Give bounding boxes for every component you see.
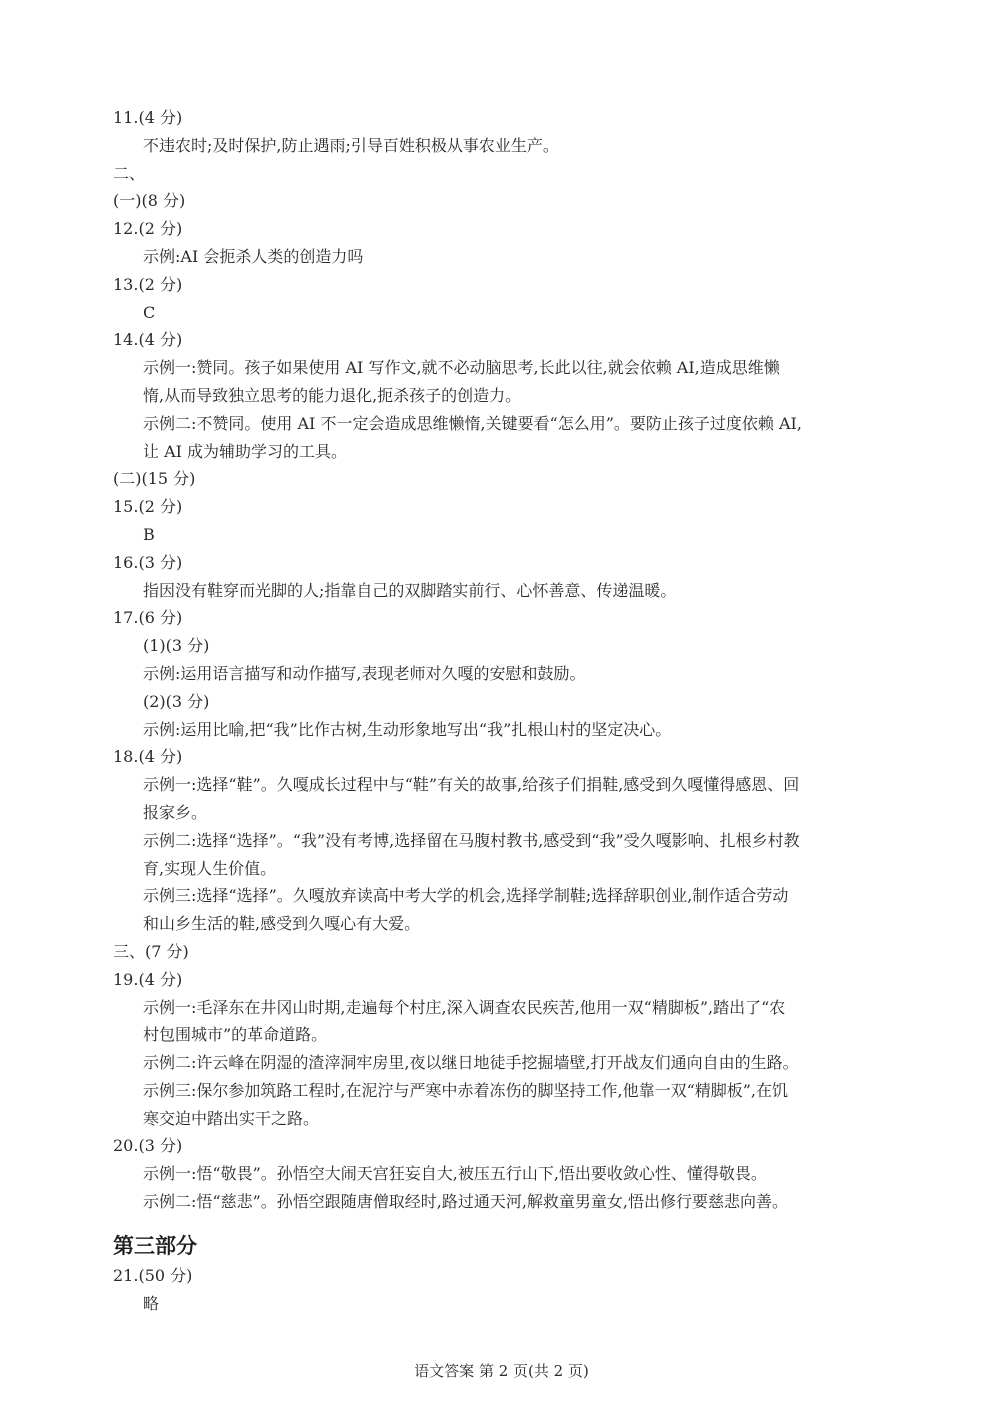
answer-text-line: 示例三:选择“选择”。久嘎放弃读高中考大学的机会,选择学制鞋;选择辞职创业,制作适合劳动: [143, 886, 789, 906]
answer-text-line: C: [143, 302, 156, 322]
answer-text-line: B: [143, 524, 155, 544]
question-header-line: 二、: [113, 163, 146, 183]
answer-text-line: 寒交迫中踏出实干之路。: [143, 1108, 320, 1128]
answer-text-line: 指因没有鞋穿而光脚的人;指靠自己的双脚踏实前行、心怀善意、传递温暖。: [143, 580, 677, 600]
question-21-header: 21.(50 分): [113, 1265, 193, 1285]
answer-text-line: 示例:运用比喻,把“我”比作古树,生动形象地写出“我”扎根山村的坚定决心。: [143, 719, 672, 739]
answer-text-line: 示例二:悟“慈悲”。孙悟空跟随唐僧取经时,路过通天河,解救童男童女,悟出修行要慈悲向善。: [143, 1192, 789, 1212]
answer-text-line: 惰,从而导致独立思考的能力退化,扼杀孩子的创造力。: [143, 385, 522, 405]
answer-text-line: 不违农时;及时保护,防止遇雨;引导百姓积极从事农业生产。: [143, 135, 559, 155]
question-header-line: 13.(2 分): [113, 274, 183, 294]
answer-text-line: 示例:运用语言描写和动作描写,表现老师对久嘎的安慰和鼓励。: [143, 663, 586, 683]
answer-lines: [113, 104, 903, 1216]
answer-text-line: 让 AI 成为辅助学习的工具。: [143, 441, 348, 461]
answer-text-line: 示例二:许云峰在阴湿的渣滓洞牢房里,夜以继日地徒手挖掘墙壁,打开战友们通向自由的生路。: [143, 1053, 799, 1073]
answer-text-line: 示例一:毛泽东在井冈山时期,走遍每个村庄,深入调查农民疾苦,他用一双“精脚板”,踏出了“农: [143, 997, 786, 1017]
answer-text-line: 示例一:选择“鞋”。久嘎成长过程中与“鞋”有关的故事,给孩子们捐鞋,感受到久嘎懂得感恩、回: [143, 775, 800, 795]
question-header-line: 14.(4 分): [113, 330, 183, 350]
question-header-line: 12.(2 分): [113, 219, 183, 239]
question-header-line: 15.(2 分): [113, 497, 183, 517]
answer-text-line: 示例一:赞同。孩子如果使用 AI 写作文,就不必动脑思考,长此以往,就会依赖 AI,造成思维懒: [143, 358, 780, 378]
answer-text-line: 报家乡。: [143, 802, 208, 822]
question-header-line: 17.(6 分): [113, 608, 183, 628]
question-header-line: (一)(8 分): [113, 191, 186, 211]
answer-text-line: (2)(3 分): [143, 691, 210, 711]
answer-content: [113, 104, 903, 1317]
question-header-line: (二)(15 分): [113, 469, 196, 489]
answer-text-line: 示例二:不赞同。使用 AI 不一定会造成思维懒惰,关键要看“怎么用”。要防止孩子过度依赖 AI,: [143, 413, 802, 433]
answer-text-line: 育,实现人生价值。: [143, 858, 277, 878]
question-header-line: 三、(7 分): [113, 941, 189, 961]
answer-text-line: 示例二:选择“选择”。“我”没有考博,选择留在马腹村教书,感受到“我”受久嘎影响、扎根乡村教: [143, 830, 800, 850]
question-header-line: 11.(4 分): [113, 108, 183, 127]
answer-text-line: 村包围城市”的革命道路。: [143, 1025, 328, 1045]
answer-text-line: 示例三:保尔参加筑路工程时,在泥泞与严寒中赤着冻伤的脚坚持工作,他靠一双“精脚板”,在饥: [143, 1080, 789, 1100]
part-three-title: 第三部分: [113, 1233, 197, 1258]
question-header-line: 20.(3 分): [113, 1136, 183, 1156]
page-footer: 语文答案 第 2 页(共 2 页): [414, 1362, 589, 1380]
answer-text-line: 和山乡生活的鞋,感受到久嘎心有大爱。: [143, 914, 421, 934]
answer-text-line: 示例一:悟“敬畏”。孙悟空大闹天宫狂妄自大,被压五行山下,悟出要收敛心性、懂得敬畏。: [143, 1164, 767, 1184]
question-header-line: 16.(3 分): [113, 552, 183, 572]
question-21-answer: 略: [143, 1293, 160, 1313]
answer-text-line: (1)(3 分): [143, 636, 210, 656]
answer-text-line: 示例:AI 会扼杀人类的创造力吗: [143, 246, 364, 266]
question-header-line: 18.(4 分): [113, 747, 183, 767]
question-header-line: 19.(4 分): [113, 969, 183, 989]
